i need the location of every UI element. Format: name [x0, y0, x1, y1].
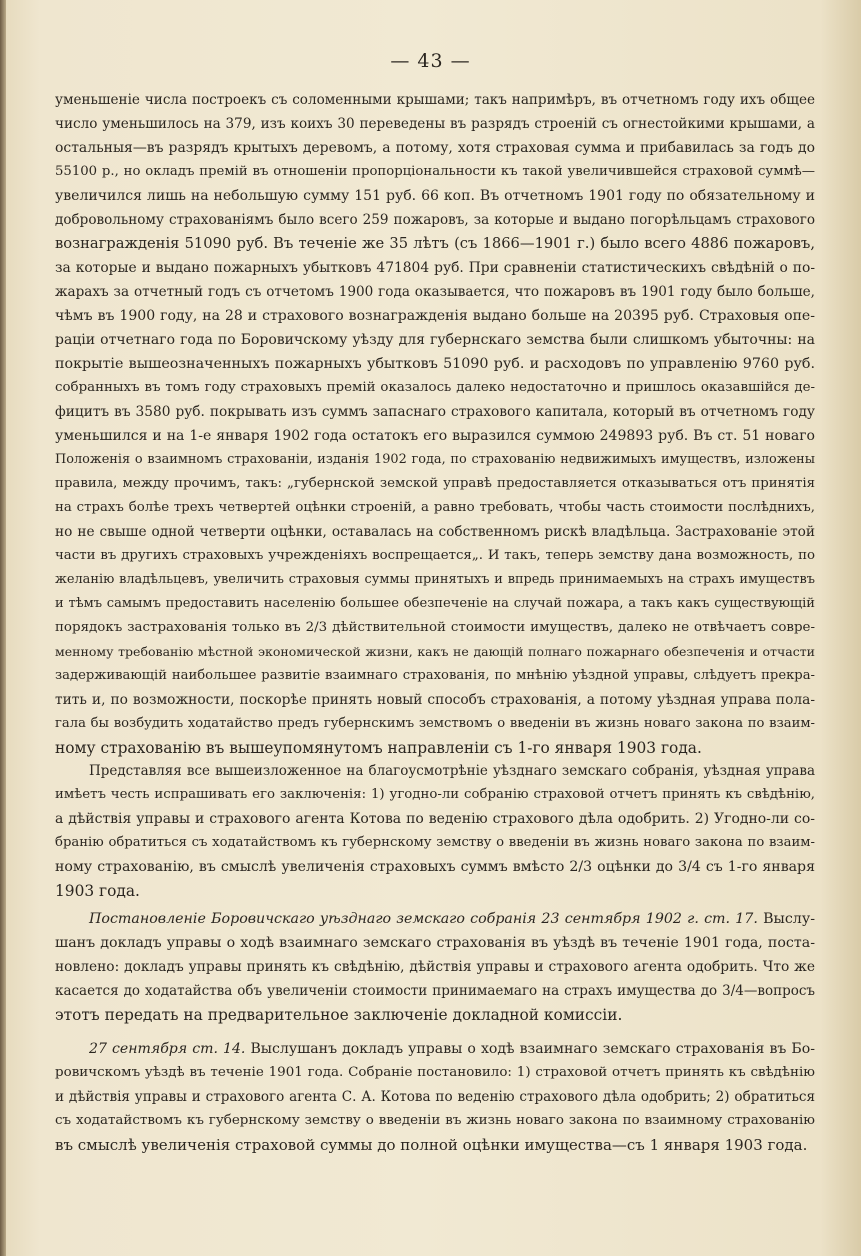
text-line: въ смыслѣ увеличенія страховой суммы до полной оцѣнки имущества—съ 1 января 1903 года.: [55, 1136, 808, 1154]
paragraph-resolution-sept-27: [55, 1037, 815, 1157]
text-line: [55, 1037, 815, 1061]
book-spine-shadow: [0, 0, 6, 1256]
paragraph-insurance-report: [55, 88, 815, 760]
text-line: [55, 907, 815, 931]
text-line: и тѣмъ самымъ предоставить населенію большее обезпеченіе на случай пожара, а такъ какъ существующій: [55, 596, 815, 611]
text-line: Представляя все вышеизложенное на благоусмотрѣніе уѣзднаго земскаго собранія, уѣздная управа: [89, 763, 815, 779]
text-line: ному страхованію въ вышеупомянутомъ направленіи съ 1-го января 1903 года.: [55, 739, 702, 757]
text-line: этотъ передать на предварительное заключеніе докладной комиссіи.: [55, 1006, 623, 1024]
text-line: касается до ходатайства объ увеличеніи стоимости принимаемаго на страхъ имущества до 3/4—вопросъ: [55, 983, 815, 999]
text-fragment: Выслу-: [757, 911, 815, 927]
text-line: увеличился лишь на небольшую сумму 151 руб. 66 коп. Въ отчетномъ 1901 году по обязательному и: [55, 188, 815, 204]
text-line: а дѣйствія управы и страхового агента Котова по веденію страхового дѣла одобрить. 2) Угодно-ли со-: [55, 811, 815, 827]
text-line: раціи отчетнаго года по Боровичскому уѣзду для губернскаго земства были слишкомъ убыточны: на: [55, 332, 815, 348]
text-line: новлено: докладъ управы принять къ свѣдѣнію, дѣйствія управы и страхового агента одобрить. Что же: [55, 959, 815, 975]
text-line: но не свыше одной четверти оцѣнки, оставалась на собственномъ рискѣ владѣльца. Застрахованіе этой: [55, 524, 815, 540]
text-line: ному страхованію, въ смыслѣ увеличенія страховыхъ суммъ вмѣсто 2/3 оцѣнки до 3/4 съ 1-го января: [55, 859, 815, 875]
text-line: 1903 года.: [55, 882, 140, 900]
text-fragment: Выслушанъ докладъ управы о ходѣ взаимнаго земскаго страхованія въ Бо-: [245, 1041, 815, 1057]
text-line: порядокъ застрахованія только въ 2/3 дѣйствительной стоимости имуществъ, далеко не отвѣчаетъ совре-: [55, 620, 815, 635]
text-line: добровольному страхованіямъ было всего 259 пожаровъ, за которые и выдано погорѣльцамъ страхового: [55, 212, 815, 228]
text-line: жарахъ за отчетный годъ съ отчетомъ 1900 года оказывается, что пожаровъ въ 1901 году было больше,: [55, 284, 815, 300]
text-line: гала бы возбудить ходатайство предъ губернскимъ земствомъ о введеніи въ жизнь новаго закона по взаим-: [55, 716, 815, 731]
text-line: 55100 р., но окладъ премій въ отношеніи пропорціональности къ такой увеличившейся страховой суммѣ—: [55, 164, 815, 179]
text-line: ровичскомъ уѣздѣ въ теченіе 1901 года. Собраніе постановило: 1) страховой отчетъ принять къ свѣдѣнію: [55, 1065, 815, 1080]
text-line: имѣетъ честь испрашивать его заключенія: 1) угодно-ли собранію страховой отчетъ принять къ свѣдѣнію,: [55, 787, 815, 802]
text-line: тить и, по возможности, поскорѣе принять новый способъ страхованія, а потому уѣздная управа пола-: [55, 692, 815, 708]
resolution-heading: Постановленіе Боровичскаго уѣзднаго земскаго собранія 23 сентября 1902 г. ст. 17.: [89, 911, 758, 927]
text-line: число уменьшилось на 379, изъ коихъ 30 переведены въ разрядъ строеній съ огнестойкими крышами, а: [55, 116, 815, 132]
text-line: правила, между прочимъ, такъ: „губернской земской управѣ предоставляется отказываться отъ принятія: [55, 476, 815, 491]
text-line: на страхъ болѣе трехъ четвертей оцѣнки строеній, а равно требовать, чтобы часть стоимости послѣднихъ,: [55, 500, 815, 515]
text-line: чѣмъ въ 1900 году, на 28 и страхового вознагражденія выдано больше на 20395 руб. Страховыя опе-: [55, 308, 815, 324]
paragraph-resolution-sept-23: [55, 907, 815, 1027]
text-line: собранныхъ въ томъ году страховыхъ премій оказалось далеко недостаточно и пришлось оказавшійся де-: [55, 380, 815, 395]
page-number: — 43 —: [390, 50, 471, 72]
text-line: съ ходатайствомъ къ губернскому земству о введеніи въ жизнь новаго закона по взаимному страхованію: [55, 1113, 815, 1128]
paragraph-board-proposal: [55, 759, 815, 903]
text-line: бранію обратиться съ ходатайствомъ къ губернскому земству о введеніи въ жизнь новаго закона по взаим-: [55, 835, 815, 850]
text-line: менному требованію мѣстной экономической жизни, какъ не дающій полнаго пожарнаго обезпеченія и отчасти: [55, 644, 815, 659]
text-line: и дѣйствія управы и страхового агента С. А. Котова по веденію страхового дѣла одобрить; 2) обратиться: [55, 1089, 815, 1105]
text-line: Положенія о взаимномъ страхованіи, изданія 1902 года, по страхованію недвижимыхъ имуществъ, изложены: [55, 452, 815, 467]
text-line: задерживающій наибольшее развитіе взаимнаго страхованія, по мнѣнію уѣздной управы, слѣдуетъ прекра-: [55, 668, 815, 683]
text-line: уменьшился и на 1-е января 1902 года остатокъ его выразился суммою 249893 руб. Въ ст. 51 новаго: [55, 428, 815, 444]
text-line: покрытіе вышеозначенныхъ пожарныхъ убытковъ 51090 руб. и расходовъ по управленію 9760 руб.: [55, 356, 815, 372]
text-line: части въ другихъ страховыхъ учрежденіяхъ воспрещается„. И такъ, теперь земству дана возможность, по: [55, 548, 815, 563]
text-line: вознагражденія 51090 руб. Въ теченіе же 35 лѣтъ (съ 1866—1901 г.) было всего 4886 пожаровъ,: [55, 235, 815, 252]
resolution-date: 27 сентября ст. 14.: [89, 1041, 246, 1057]
text-line: желанію владѣльцевъ, увеличить страховыя суммы принятыхъ и впредь принимаемыхъ на страхъ имуществъ: [55, 572, 815, 587]
text-line: за которые и выдано пожарныхъ убытковъ 471804 руб. При сравненіи статистическихъ свѣдѣній о по-: [55, 260, 815, 276]
text-line: фицитъ въ 3580 руб. покрывать изъ суммъ запаснаго страхового капитала, который въ отчетномъ году: [55, 404, 815, 420]
text-line: уменьшеніе числа построекъ съ соломенными крышами; такъ напримѣръ, въ отчетномъ году ихъ общее: [55, 92, 815, 108]
text-line: остальныя—въ разрядъ крытыхъ деревомъ, а потому, хотя страховая сумма и прибавилась за годъ до: [55, 140, 815, 156]
text-line: шанъ докладъ управы о ходѣ взаимнаго земскаго страхованія въ уѣздѣ въ теченіе 1901 года, поста-: [55, 935, 815, 951]
